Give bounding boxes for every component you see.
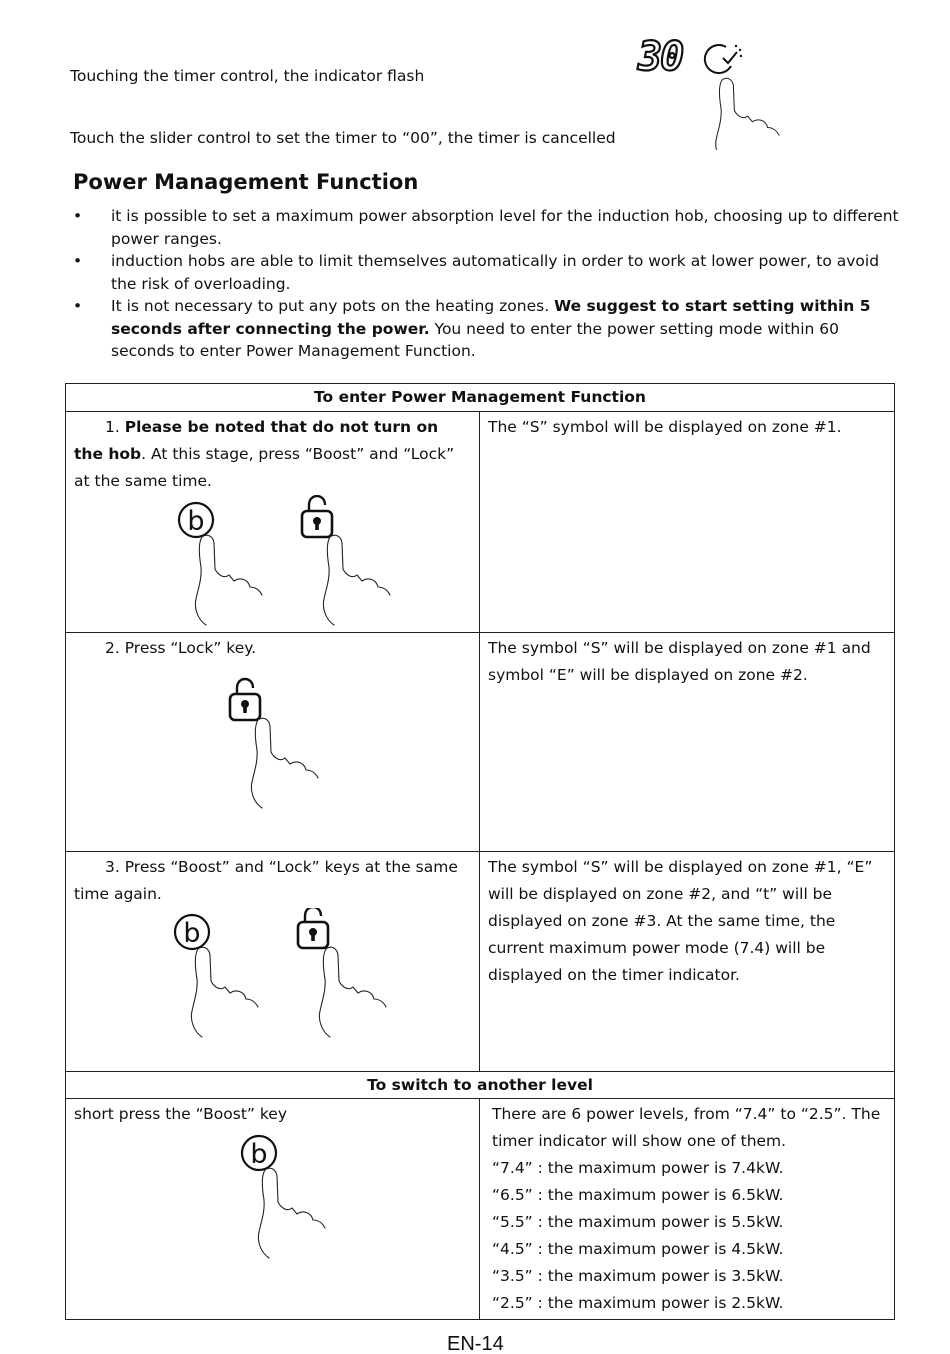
bullet-dot: • [73, 297, 83, 315]
bullet-text-post: You need to enter the power setting mode within 60 seconds to enter Power Management Function. [111, 319, 840, 360]
bullet-dot: • [73, 252, 83, 270]
bullet-text-bold: We suggest to start setting within 5 seconds after connecting the power. [111, 297, 871, 338]
power-level-item: “7.4” : the maximum power is 7.4kW. [492, 1159, 784, 1177]
pointing-hand-icon [191, 947, 258, 1037]
power-level-item: “2.5” : the maximum power is 2.5kW. [492, 1294, 784, 1312]
step3-instruction [66, 852, 480, 1072]
pointing-hand-icon [319, 947, 386, 1037]
boost-key-icon [242, 1136, 276, 1170]
step1-illustration [74, 495, 472, 630]
lock-key-icon [298, 908, 328, 948]
power-level-item: “4.5” : the maximum power is 4.5kW. [492, 1240, 784, 1258]
step3-result: The symbol “S” will be displayed on zone #1, “E” will be displayed on zone #2, and “t” will be displayed on zone #3. At the same time, the current maximum power mode (7.4) will be displayed on the timer indicator. [480, 852, 895, 1072]
pointing-hand-icon [258, 1168, 325, 1258]
boost-key-letter: b [187, 506, 205, 537]
bullet-list [70, 205, 900, 363]
step1-instruction [66, 412, 480, 633]
table-header-switch: To switch to another level [66, 1072, 895, 1099]
lock-key-icon [302, 496, 332, 537]
step3-illustration [74, 908, 472, 1048]
switch-result [480, 1099, 895, 1320]
pointing-hand-icon [323, 535, 390, 625]
step1-number: 1. [105, 418, 125, 436]
timer-illustration [630, 30, 780, 150]
power-level-item: “6.5” : the maximum power is 6.5kW. [492, 1186, 784, 1204]
bullet-item [70, 295, 900, 363]
switch-action-text: short press the “Boost” key [74, 1105, 288, 1123]
intro-timer-flash: Touching the timer control, the indicator flash [70, 67, 425, 85]
section-title: Power Management Function [73, 170, 419, 194]
step1-warning: Please be noted that do not turn on the hob [74, 418, 439, 463]
bullet-text: induction hobs are able to limit themselves automatically in order to work at lower power, to avoid the risk of overloading. [111, 252, 880, 293]
boost-key-letter: b [183, 918, 201, 949]
bullet-item [70, 205, 900, 250]
timer-display: 30 [638, 34, 683, 80]
power-management-table [65, 383, 895, 1320]
pointing-hand-icon [251, 718, 318, 808]
intro-timer-cancel: Touch the slider control to set the timer to “00”, the timer is cancelled [70, 129, 616, 147]
boost-key-icon [179, 503, 213, 537]
step1-text: . At this stage, press “Boost” and “Lock” at the same time. [74, 445, 455, 490]
table-header-enter: To enter Power Management Function [66, 384, 895, 412]
bullet-text-pre: It is not necessary to put any pots on the heating zones. [111, 297, 555, 315]
power-level-item: “5.5” : the maximum power is 5.5kW. [492, 1213, 784, 1231]
lock-key-icon [230, 679, 260, 720]
step1-result: The “S” symbol will be displayed on zone #1. [480, 412, 895, 633]
pointing-hand-icon [195, 535, 262, 625]
pointing-hand-icon [716, 78, 779, 150]
boost-key-icon [175, 915, 209, 949]
bullet-item [70, 250, 900, 295]
step2-illustration [74, 674, 472, 814]
step2-result: The symbol “S” will be displayed on zone #1 and symbol “E” will be displayed on zone #2. [480, 633, 895, 852]
step3-text: 3. Press “Boost” and “Lock” keys at the same time again. [74, 858, 458, 903]
switch-instruction [66, 1099, 480, 1320]
bullet-dot: • [73, 207, 83, 225]
bullet-text: it is possible to set a maximum power absorption level for the induction hob, choosing up to different power ranges. [111, 207, 899, 248]
page-number: EN-14 [447, 1333, 504, 1354]
timer-check-icon [705, 45, 742, 73]
step2-instruction [66, 633, 480, 852]
step2-text: 2. Press “Lock” key. [105, 639, 257, 657]
boost-key-letter: b [250, 1139, 268, 1170]
switch-levels-intro: There are 6 power levels, from “7.4” to “2.5”. The timer indicator will show one of them. [492, 1105, 881, 1150]
power-level-item: “3.5” : the maximum power is 3.5kW. [492, 1267, 784, 1285]
switch-illustration [74, 1128, 472, 1278]
